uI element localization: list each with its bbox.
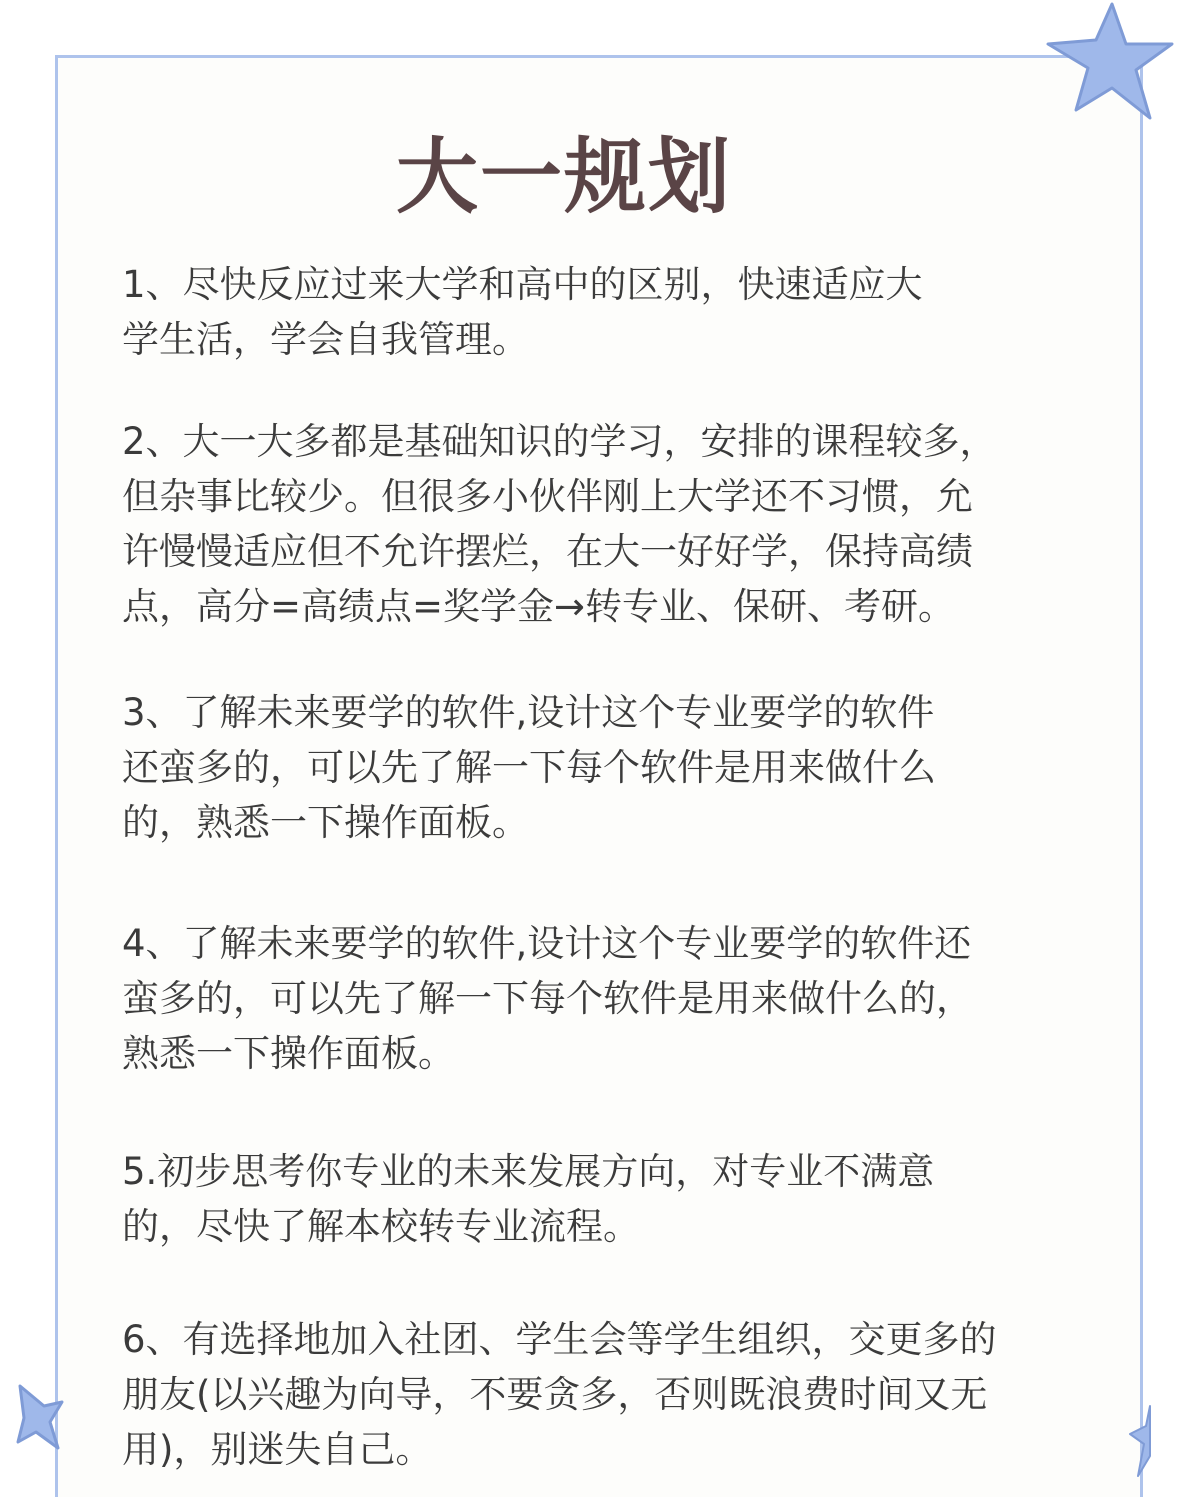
item-line: 5.初步思考你专业的未来发展方向，对专业不满意	[122, 1150, 935, 1193]
item-line: 熟悉一下操作面板。	[122, 1032, 455, 1075]
item-line: 2、大一大多都是基础知识的学习，安排的课程较多，	[122, 420, 997, 463]
list-item	[122, 1144, 934, 1254]
list-item	[122, 916, 973, 1081]
item-line: 6、有选择地加入社团、学生会等学生组织，交更多的	[122, 1318, 997, 1361]
item-line: 还蛮多的，可以先了解一下每个软件是用来做什么	[122, 746, 936, 789]
item-line: 许慢慢适应但不允许摆烂，在大一好好学，保持高绩	[122, 530, 973, 573]
star-icon	[14, 1382, 64, 1454]
list-item	[122, 1312, 997, 1477]
list-item	[122, 685, 936, 850]
item-line: 点，高分=高绩点=奖学金→转专业、保研、考研。	[122, 585, 956, 628]
item-line: 4、了解未来要学的软件,设计这个专业要学的软件还	[122, 922, 972, 965]
item-line: 3、了解未来要学的软件,设计这个专业要学的软件	[122, 691, 935, 734]
item-line: 学生活，学会自我管理。	[122, 318, 529, 361]
item-line: 但杂事比较少。但很多小伙伴刚上大学还不习惯，允	[122, 475, 973, 518]
item-line: 的，熟悉一下操作面板。	[122, 801, 529, 844]
list-item	[122, 414, 997, 634]
item-line: 的，尽快了解本校转专业流程。	[122, 1205, 640, 1248]
star-icon	[1040, 0, 1182, 140]
star-icon	[1126, 1404, 1156, 1482]
item-line: 用)，别迷失自己。	[122, 1428, 433, 1471]
page-title: 大一规划	[395, 130, 732, 225]
item-line: 朋友(以兴趣为向导，不要贪多，否则既浪费时间又无	[122, 1373, 988, 1416]
list-item	[122, 257, 923, 367]
item-line: 蛮多的，可以先了解一下每个软件是用来做什么的，	[122, 977, 973, 1020]
item-line: 1、尽快反应过来大学和高中的区别，快速适应大	[122, 263, 923, 306]
